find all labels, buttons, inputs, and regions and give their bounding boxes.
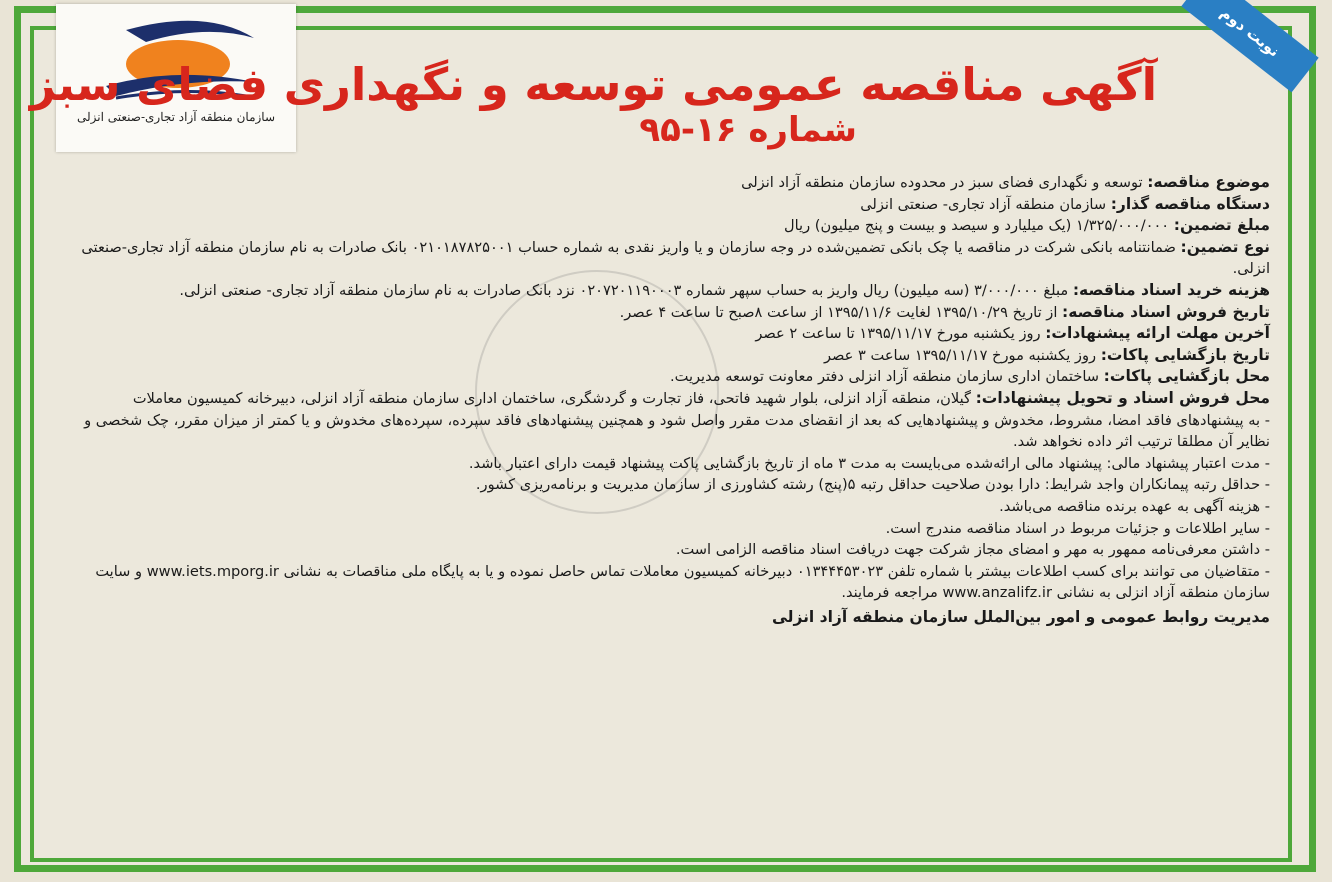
field-guarantee-amount: مبلغ تضمین: ۱/۳۲۵/۰۰۰/۰۰۰ (یک میلیارد و سیصد و بیست و پنج میلیون) ریال	[784, 216, 1270, 235]
tender-number: شماره ۱۶-۹۵	[639, 110, 857, 150]
note-item: - متقاضیان می توانند برای کسب اطلاعات بیشتر با شماره تلفن ۰۱۳۴۴۴۵۳۰۲۳ دبیرخانه کمیسیون معاملات تماس حاصل نموده و یا به پایگاه ملی مناقصات به نشانی www.iets.mporg.ir و سایت سازمان منطقه آزاد انزلی به نشانی www.anzalifz.ir مراجعه فرمایند.	[95, 562, 1270, 602]
note-item: - سایر اطلاعات و جزئیات مربوط در اسناد مناقصه مندرج است.	[885, 519, 1270, 537]
page-title: آگهی مناقصه عمومی توسعه و نگهداری فضای سبز	[29, 58, 1157, 111]
field-deadline: آخرین مهلت ارائه پیشنهادات: روز یکشنبه مورخ ۱۳۹۵/۱۱/۱۷ تا ساعت ۲ عصر	[755, 324, 1270, 343]
field-subject: موضوع مناقصه: توسعه و نگهداری فضای سبز در محدوده سازمان منطقه آزاد انزلی	[741, 173, 1270, 191]
note-item: - داشتن معرفی‌نامه ممهور به مهر و امضای مجاز شرکت جهت دریافت اسناد مناقصه الزامی است.	[675, 541, 1270, 559]
announcement-body	[62, 172, 1270, 628]
badge-second-round: نوبت دوم	[1181, 0, 1318, 92]
field-sale-place: محل فروش اسناد و تحویل پیشنهادات: گیلان، منطقه آزاد انزلی، بلوار شهید فاتحی، فاز تجارت و گردشگری، ساختمان اداری سازمان منطقه آزاد انزلی، دبیرخانه کمیسیون معاملات	[132, 388, 1270, 407]
field-document-cost: هزینه خرید اسناد مناقصه: مبلغ ۳/۰۰۰/۰۰۰ (سه میلیون) ریال واریز به حساب سپهر شماره ۰۲۰۷۲۰۱۱۹۰۰۰۳ نزد بانک صادرات به نام سازمان منطقه آزاد تجاری- صنعتی انزلی.	[179, 280, 1270, 299]
note-item: - هزینه آگهی به عهده برنده مناقصه می‌باشد.	[999, 497, 1270, 515]
field-sale-dates: تاریخ فروش اسناد مناقصه: از تاریخ ۱۳۹۵/۱۰/۲۹ لغایت ۱۳۹۵/۱۱/۶ از ساعت ۸صبح تا ساعت ۴ عصر.	[619, 302, 1270, 321]
field-opening-date: تاریخ بازگشایی پاکات: روز یکشنبه مورخ ۱۳۹۵/۱۱/۱۷ ساعت ۳ عصر	[823, 345, 1270, 364]
field-opening-place: محل بازگشایی پاکات: ساختمان اداری سازمان منطقه آزاد انزلی دفتر معاونت توسعه مدیریت.	[669, 367, 1270, 386]
logo-caption: سازمان منطقه آزاد تجاری-صنعتی انزلی	[76, 110, 276, 124]
note-item: - به پیشنهادهای فاقد امضا، مشروط، مخدوش و پیشنهادهایی که بعد از انقضای مدت مقرر واصل شود و همچنین پیشنهادهای فاقد سپرده، سپرده‌های مخدوش و یا کمتر از میزان مقرر، چک شخصی و نظایر آن مطلقا ترتیب اثر داده نخواهد شد.	[84, 411, 1270, 451]
field-guarantee-type: نوع تضمین: ضمانتنامه بانکی شرکت در مناقصه یا چک بانکی تضمین‌شده در وجه سازمان و یا واریز نقدی به شماره حساب ۰۲۱۰۱۸۷۸۲۵۰۰۱ بانک صادرات به نام سازمان منطقه آزاد تجاری-صنعتی انزلی.	[81, 237, 1270, 278]
note-item: - حداقل رتبه پیمانکاران واجد شرایط: دارا بودن صلاحیت حداقل رتبه ۵(پنج) رشته کشاورزی از سازمان مدیریت و برنامه‌ریزی کشور.	[475, 476, 1270, 494]
field-organizer: دستگاه مناقصه گذار: سازمان منطقه آزاد تجاری- صنعتی انزلی	[860, 194, 1270, 213]
note-item: - مدت اعتبار پیشنهاد مالی: پیشنهاد مالی ارائه‌شده می‌بایست به مدت ۳ ماه از تاریخ بازگشایی پاکت پیشنهاد قیمت دارای اعتبار باشد.	[468, 454, 1270, 472]
footer-signature: مدیریت روابط عمومی و امور بین‌الملل سازمان منطقه آزاد انزلی	[771, 607, 1270, 626]
